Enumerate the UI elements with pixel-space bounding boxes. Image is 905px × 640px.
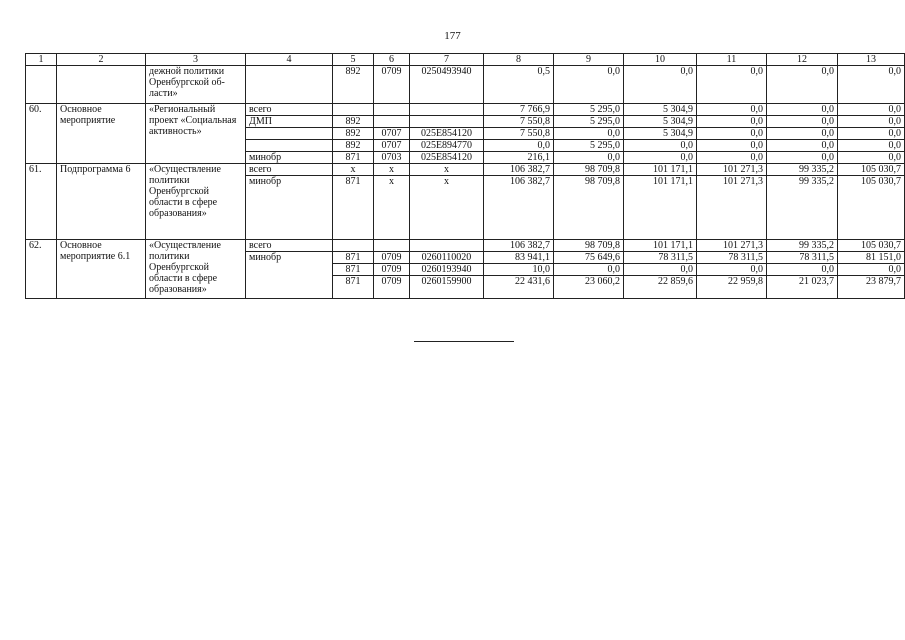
header-cell: 1 <box>26 54 57 66</box>
bottom-divider <box>414 341 514 342</box>
value-cell: 0,0 <box>697 264 767 276</box>
value-cell: 5 295,0 <box>554 140 624 152</box>
value-cell: 78 311,5 <box>697 252 767 264</box>
value-cell: 7 766,9 <box>484 104 554 116</box>
page-number: 177 <box>444 30 461 42</box>
value-cell: 21 023,7 <box>767 276 838 299</box>
row-executor <box>246 128 333 140</box>
section-cell <box>374 104 410 116</box>
value-cell: 22 959,8 <box>697 276 767 299</box>
grbs-cell <box>333 104 374 116</box>
section-cell: 0709 <box>374 252 410 264</box>
section-cell: 0709 <box>374 264 410 276</box>
header-row <box>26 54 905 66</box>
section-cell: x <box>374 164 410 176</box>
csr-cell <box>410 240 484 252</box>
value-cell: 5 304,9 <box>624 104 697 116</box>
csr-cell: 0260110020 <box>410 252 484 264</box>
value-cell: 101 271,3 <box>697 176 767 240</box>
row-executor: минобр <box>246 176 333 240</box>
row-executor: всего <box>246 104 333 116</box>
value-cell: 0,0 <box>838 116 905 128</box>
value-cell: 0,0 <box>624 152 697 164</box>
csr-cell <box>410 104 484 116</box>
grbs-cell: 871 <box>333 252 374 264</box>
section-cell: 0709 <box>374 276 410 299</box>
row-number: 61. <box>26 164 57 240</box>
section-cell <box>374 240 410 252</box>
value-cell: 101 171,1 <box>624 176 697 240</box>
row-executor: всего <box>246 240 333 252</box>
value-cell: 0,0 <box>838 152 905 164</box>
value-cell: 22 859,6 <box>624 276 697 299</box>
csr-cell: 025E854120 <box>410 128 484 140</box>
value-cell: 22 431,6 <box>484 276 554 299</box>
value-cell: 78 311,5 <box>624 252 697 264</box>
table-row <box>26 104 905 116</box>
grbs-cell: 892 <box>333 128 374 140</box>
header-cell: 8 <box>484 54 554 66</box>
value-cell: 0,0 <box>554 152 624 164</box>
row-type: Основное мероприятие 6.1 <box>57 240 146 299</box>
csr-cell: 0260193940 <box>410 264 484 276</box>
value-cell: 0,0 <box>554 264 624 276</box>
value-cell: 0,0 <box>838 104 905 116</box>
grbs-cell: 871 <box>333 152 374 164</box>
value-cell: 5 304,9 <box>624 116 697 128</box>
value-cell: 101 171,1 <box>624 164 697 176</box>
value-cell: 0,0 <box>838 264 905 276</box>
value-cell: 0,0 <box>554 128 624 140</box>
value-cell: 101 171,1 <box>624 240 697 252</box>
value-cell: 0,0 <box>767 264 838 276</box>
row-name: «Региональный проект «Социальная активность» <box>146 104 246 164</box>
header-cell: 9 <box>554 54 624 66</box>
value-cell: 0,0 <box>624 140 697 152</box>
value-cell: 105 030,7 <box>838 164 905 176</box>
header-cell: 11 <box>697 54 767 66</box>
value-cell: 98 709,8 <box>554 164 624 176</box>
value-cell: 106 382,7 <box>484 164 554 176</box>
csr-cell: x <box>410 176 484 240</box>
row-name: дежной политики Оренбургской об-ласти» <box>146 66 246 104</box>
value-cell: 7 550,8 <box>484 128 554 140</box>
value-cell: 10,0 <box>484 264 554 276</box>
value-cell: 0,0 <box>767 128 838 140</box>
row-executor <box>246 66 333 104</box>
csr-cell: 0260159900 <box>410 276 484 299</box>
section-cell: 0707 <box>374 140 410 152</box>
row-executor <box>246 140 333 152</box>
grbs-cell: 871 <box>333 176 374 240</box>
csr-cell: 025E894770 <box>410 140 484 152</box>
row-number: 60. <box>26 104 57 164</box>
value-cell: 99 335,2 <box>767 176 838 240</box>
value-cell: 0,0 <box>838 128 905 140</box>
value-cell: 7 550,8 <box>484 116 554 128</box>
value-cell: 0,0 <box>697 116 767 128</box>
row-type: Подпрограмма 6 <box>57 164 146 240</box>
grbs-cell: 871 <box>333 264 374 276</box>
csr-cell <box>410 116 484 128</box>
value-cell: 81 151,0 <box>838 252 905 264</box>
csr-cell: x <box>410 164 484 176</box>
row-executor: минобр <box>246 152 333 164</box>
value-cell: 0,0 <box>767 152 838 164</box>
header-cell: 4 <box>246 54 333 66</box>
value-cell: 0,5 <box>484 66 554 104</box>
row-name: «Осуществление политики Оренбургской области в сфере образования» <box>146 164 246 240</box>
section-cell: x <box>374 176 410 240</box>
value-cell: 0,0 <box>484 140 554 152</box>
value-cell: 0,0 <box>697 128 767 140</box>
row-name: «Осуществление политики Оренбургской области в сфере образования» <box>146 240 246 299</box>
csr-cell: 0250493940 <box>410 66 484 104</box>
value-cell: 0,0 <box>624 66 697 104</box>
grbs-cell: 892 <box>333 140 374 152</box>
value-cell: 0,0 <box>838 66 905 104</box>
header-cell: 7 <box>410 54 484 66</box>
value-cell: 75 649,6 <box>554 252 624 264</box>
row-number: 62. <box>26 240 57 299</box>
section-cell: 0709 <box>374 66 410 104</box>
value-cell: 216,1 <box>484 152 554 164</box>
value-cell: 0,0 <box>697 66 767 104</box>
value-cell: 5 295,0 <box>554 104 624 116</box>
grbs-cell: x <box>333 164 374 176</box>
value-cell: 23 060,2 <box>554 276 624 299</box>
value-cell: 0,0 <box>767 140 838 152</box>
value-cell: 99 335,2 <box>767 164 838 176</box>
value-cell: 0,0 <box>767 66 838 104</box>
row-executor: ДМП <box>246 116 333 128</box>
table-row <box>26 164 905 176</box>
value-cell: 98 709,8 <box>554 176 624 240</box>
value-cell: 0,0 <box>697 140 767 152</box>
value-cell: 0,0 <box>767 116 838 128</box>
grbs-cell: 892 <box>333 116 374 128</box>
value-cell: 106 382,7 <box>484 240 554 252</box>
header-cell: 12 <box>767 54 838 66</box>
value-cell: 101 271,3 <box>697 240 767 252</box>
row-type: Основное мероприятие <box>57 104 146 164</box>
csr-cell: 025E854120 <box>410 152 484 164</box>
value-cell: 99 335,2 <box>767 240 838 252</box>
grbs-cell <box>333 240 374 252</box>
table-row <box>26 66 905 104</box>
budget-table <box>25 53 905 299</box>
value-cell: 0,0 <box>624 264 697 276</box>
row-executor: всего <box>246 164 333 176</box>
value-cell: 23 879,7 <box>838 276 905 299</box>
header-cell: 10 <box>624 54 697 66</box>
header-cell: 5 <box>333 54 374 66</box>
value-cell: 0,0 <box>554 66 624 104</box>
value-cell: 98 709,8 <box>554 240 624 252</box>
row-type <box>57 66 146 104</box>
value-cell: 101 271,3 <box>697 164 767 176</box>
row-executor: минобр <box>246 252 333 299</box>
header-cell: 6 <box>374 54 410 66</box>
section-cell: 0707 <box>374 128 410 140</box>
value-cell: 0,0 <box>767 104 838 116</box>
value-cell: 105 030,7 <box>838 240 905 252</box>
value-cell: 0,0 <box>697 152 767 164</box>
table-row <box>26 240 905 252</box>
header-cell: 13 <box>838 54 905 66</box>
value-cell: 5 295,0 <box>554 116 624 128</box>
header-cell: 3 <box>146 54 246 66</box>
value-cell: 83 941,1 <box>484 252 554 264</box>
value-cell: 5 304,9 <box>624 128 697 140</box>
value-cell: 0,0 <box>697 104 767 116</box>
value-cell: 106 382,7 <box>484 176 554 240</box>
value-cell: 78 311,5 <box>767 252 838 264</box>
grbs-cell: 892 <box>333 66 374 104</box>
section-cell <box>374 116 410 128</box>
section-cell: 0703 <box>374 152 410 164</box>
value-cell: 105 030,7 <box>838 176 905 240</box>
row-number <box>26 66 57 104</box>
value-cell: 0,0 <box>838 140 905 152</box>
header-cell: 2 <box>57 54 146 66</box>
grbs-cell: 871 <box>333 276 374 299</box>
